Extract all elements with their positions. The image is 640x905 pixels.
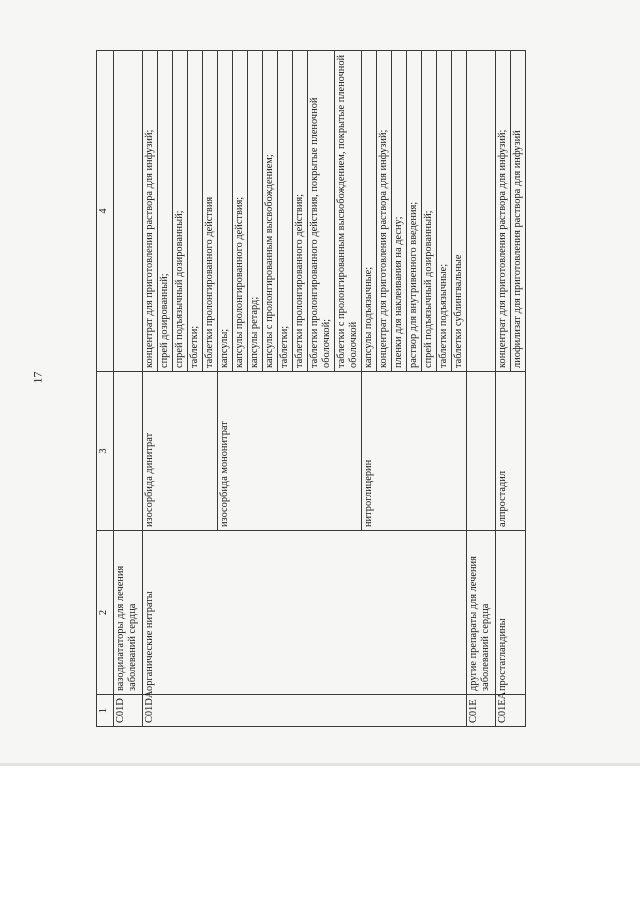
atc-code: C01E bbox=[467, 695, 496, 727]
table-row bbox=[218, 51, 233, 727]
dosage-form: капсулы ретард; bbox=[248, 51, 263, 372]
group-name: вазодилататоры для лечения заболеваний сердца bbox=[114, 531, 143, 695]
drug-name bbox=[467, 372, 496, 531]
header-cell-1: 1 bbox=[97, 695, 114, 727]
table-row bbox=[452, 51, 467, 727]
group-name: другие препараты для лечения заболеваний сердца bbox=[467, 531, 496, 695]
dosage-form: таблетки; bbox=[278, 51, 293, 372]
dosage-form: капсулы подъязычные; bbox=[362, 51, 377, 372]
table-row bbox=[233, 51, 248, 727]
table-row bbox=[496, 51, 511, 727]
table-row bbox=[158, 51, 173, 727]
table-row bbox=[335, 51, 362, 727]
rotated-table-container bbox=[96, 51, 622, 727]
dosage-form: раствор для внутривенного введения; bbox=[407, 51, 422, 372]
header-cell-3: 3 bbox=[97, 372, 114, 531]
table-row bbox=[114, 51, 143, 727]
table-row bbox=[392, 51, 407, 727]
dosage-form: спрей подъязычный дозированный; bbox=[422, 51, 437, 372]
table-row bbox=[188, 51, 203, 727]
drug-name: алпростадил bbox=[496, 372, 511, 531]
scan-edge bbox=[0, 763, 640, 766]
dosage-form: лиофилизат для приготовления раствора для инфузий bbox=[511, 51, 526, 372]
drug-table bbox=[96, 50, 526, 727]
table-row bbox=[467, 51, 496, 727]
group-name: органические нитраты bbox=[143, 531, 158, 695]
dosage-form: таблетки; bbox=[188, 51, 203, 372]
dosage-form: капсулы пролонгированного действия; bbox=[233, 51, 248, 372]
dosage-form bbox=[114, 51, 143, 372]
table-row bbox=[437, 51, 452, 727]
atc-code: C01EA bbox=[496, 695, 511, 727]
table-row bbox=[248, 51, 263, 727]
table-row bbox=[263, 51, 278, 727]
dosage-form: капсулы; bbox=[218, 51, 233, 372]
table-row bbox=[278, 51, 293, 727]
page-number: 17 bbox=[30, 371, 45, 384]
dosage-form: капсулы с пролонгированным высвобождением; bbox=[263, 51, 278, 372]
dosage-form: пленки для наклеивания на десну; bbox=[392, 51, 407, 372]
drug-name: изосорбида динитрат bbox=[143, 372, 158, 531]
header-cell-4: 4 bbox=[97, 51, 114, 372]
header-row bbox=[97, 51, 114, 727]
table-row bbox=[511, 51, 526, 727]
dosage-form: спрей дозированный; bbox=[158, 51, 173, 372]
table-row bbox=[173, 51, 188, 727]
dosage-form bbox=[467, 51, 496, 372]
atc-code: C01D bbox=[114, 695, 143, 727]
group-name: простагландины bbox=[496, 531, 511, 695]
table-row bbox=[407, 51, 422, 727]
dosage-form: таблетки пролонгированного действия, покрытые пленочной оболочкой; bbox=[308, 51, 335, 372]
dosage-form: таблетки пролонгированного действия; bbox=[293, 51, 308, 372]
table-row bbox=[308, 51, 335, 727]
dosage-form: таблетки с пролонгированным высвобождением, покрытые пленочной оболочкой bbox=[335, 51, 362, 372]
dosage-form: спрей подъязычный дозированный; bbox=[173, 51, 188, 372]
table-row bbox=[362, 51, 377, 727]
dosage-form: таблетки подъязычные; bbox=[437, 51, 452, 372]
dosage-form: концентрат для приготовления раствора для инфузий; bbox=[496, 51, 511, 372]
table-row bbox=[422, 51, 437, 727]
dosage-form: концентрат для приготовления раствора для инфузий; bbox=[143, 51, 158, 372]
table-row bbox=[293, 51, 308, 727]
drug-name: изосорбида мононитрат bbox=[218, 372, 233, 531]
drug-name bbox=[114, 372, 143, 531]
dosage-form: концентрат для приготовления раствора для инфузий; bbox=[377, 51, 392, 372]
drug-name: нитроглицерин bbox=[362, 372, 377, 531]
table-row bbox=[377, 51, 392, 727]
table-row bbox=[203, 51, 218, 727]
dosage-form: таблетки сублингвальные bbox=[452, 51, 467, 372]
dosage-form: таблетки пролонгированного действия bbox=[203, 51, 218, 372]
atc-code: C01DA bbox=[143, 695, 158, 727]
header-cell-2: 2 bbox=[97, 531, 114, 695]
table-row bbox=[143, 51, 158, 727]
